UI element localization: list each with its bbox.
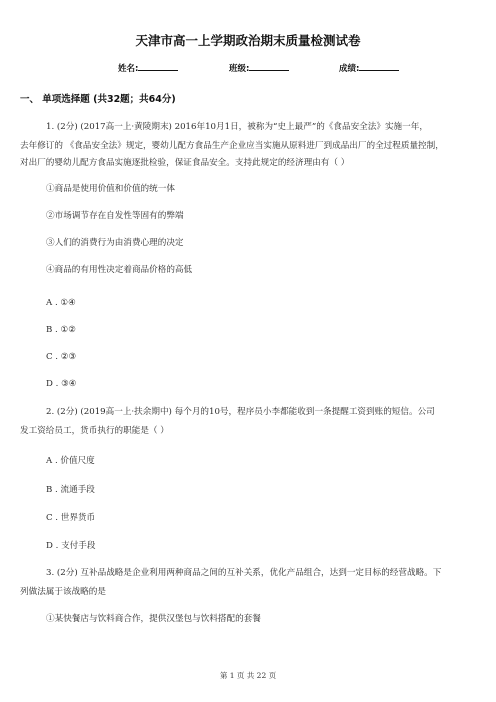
question-3-stem-line-2: 列做法属于该战略的是 — [20, 587, 106, 597]
question-2-option-b: B . 流通手段 — [46, 485, 95, 495]
class-label: 班级: — [229, 64, 250, 74]
question-1-statement: ④商品的有用性决定着商品价格的高低 — [46, 265, 193, 275]
question-1-option-c: C . ②③ — [46, 352, 77, 362]
question-1-statement: ①商品是使用价值和价值的统一体 — [46, 184, 175, 194]
class-blank — [249, 62, 289, 71]
name-blank — [138, 62, 178, 71]
section-heading: 一、 单项选择题 (共32题；共64分) — [20, 94, 176, 105]
score-blank — [359, 62, 399, 71]
question-1-stem-line-3: 对出厂的婴幼儿配方食品实施逐批检验，保证食品安全。支持此规定的经济理由有（ ） — [20, 158, 350, 168]
score-field — [339, 62, 399, 74]
page-title: 天津市高一上学期政治期末质量检测试卷 — [135, 33, 361, 48]
question-3-stem-line-1: 3. (2分) 互补品战略是企业利用两种商品之间的互补关系，优化产品组合，达到一定目标的经营战略。下 — [46, 568, 442, 578]
question-1-option-a: A . ①④ — [46, 298, 76, 308]
question-2-option-a: A . 价值尺度 — [46, 456, 95, 466]
class-field — [229, 62, 289, 74]
question-1-stem-line-1: 1. (2分) (2017高一上·黄陵期末) 2016年10月1日，被称为“史上最严”的《食品安全法》实施一年， — [46, 122, 428, 132]
question-3-statement: ①某快餐店与饮料商合作，提供汉堡包与饮料搭配的套餐 — [46, 614, 261, 624]
question-2-option-c: C . 世界货币 — [46, 513, 96, 523]
question-1-option-d: D . ③④ — [46, 379, 77, 389]
question-1-statement: ③人们的消费行为由消费心理的决定 — [46, 238, 184, 248]
question-2-stem-line-2: 发工资给员工，货币执行的职能是（ ） — [20, 426, 169, 436]
question-1-statement: ②市场调节存在自发性等固有的弊端 — [46, 211, 184, 221]
score-label: 成绩: — [339, 64, 360, 74]
name-label: 姓名: — [118, 64, 139, 74]
page-footer: 第 1 页 共 22 页 — [219, 671, 277, 680]
name-field — [118, 62, 178, 74]
question-1-stem-line-2: 去年修订的 《食品安全法》规定，婴幼儿配方食品生产企业应当实施从原料进厂到成品出厂的全过程质量控制， — [20, 141, 444, 151]
question-1-option-b: B . ①② — [46, 325, 76, 335]
question-2-stem-line-1: 2. (2分) (2019高一上·扶余期中) 每个月的10号，程序员小李都能收到一条提醒工资到账的短信。公司 — [46, 407, 435, 417]
question-2-option-d: D . 支付手段 — [46, 541, 96, 551]
